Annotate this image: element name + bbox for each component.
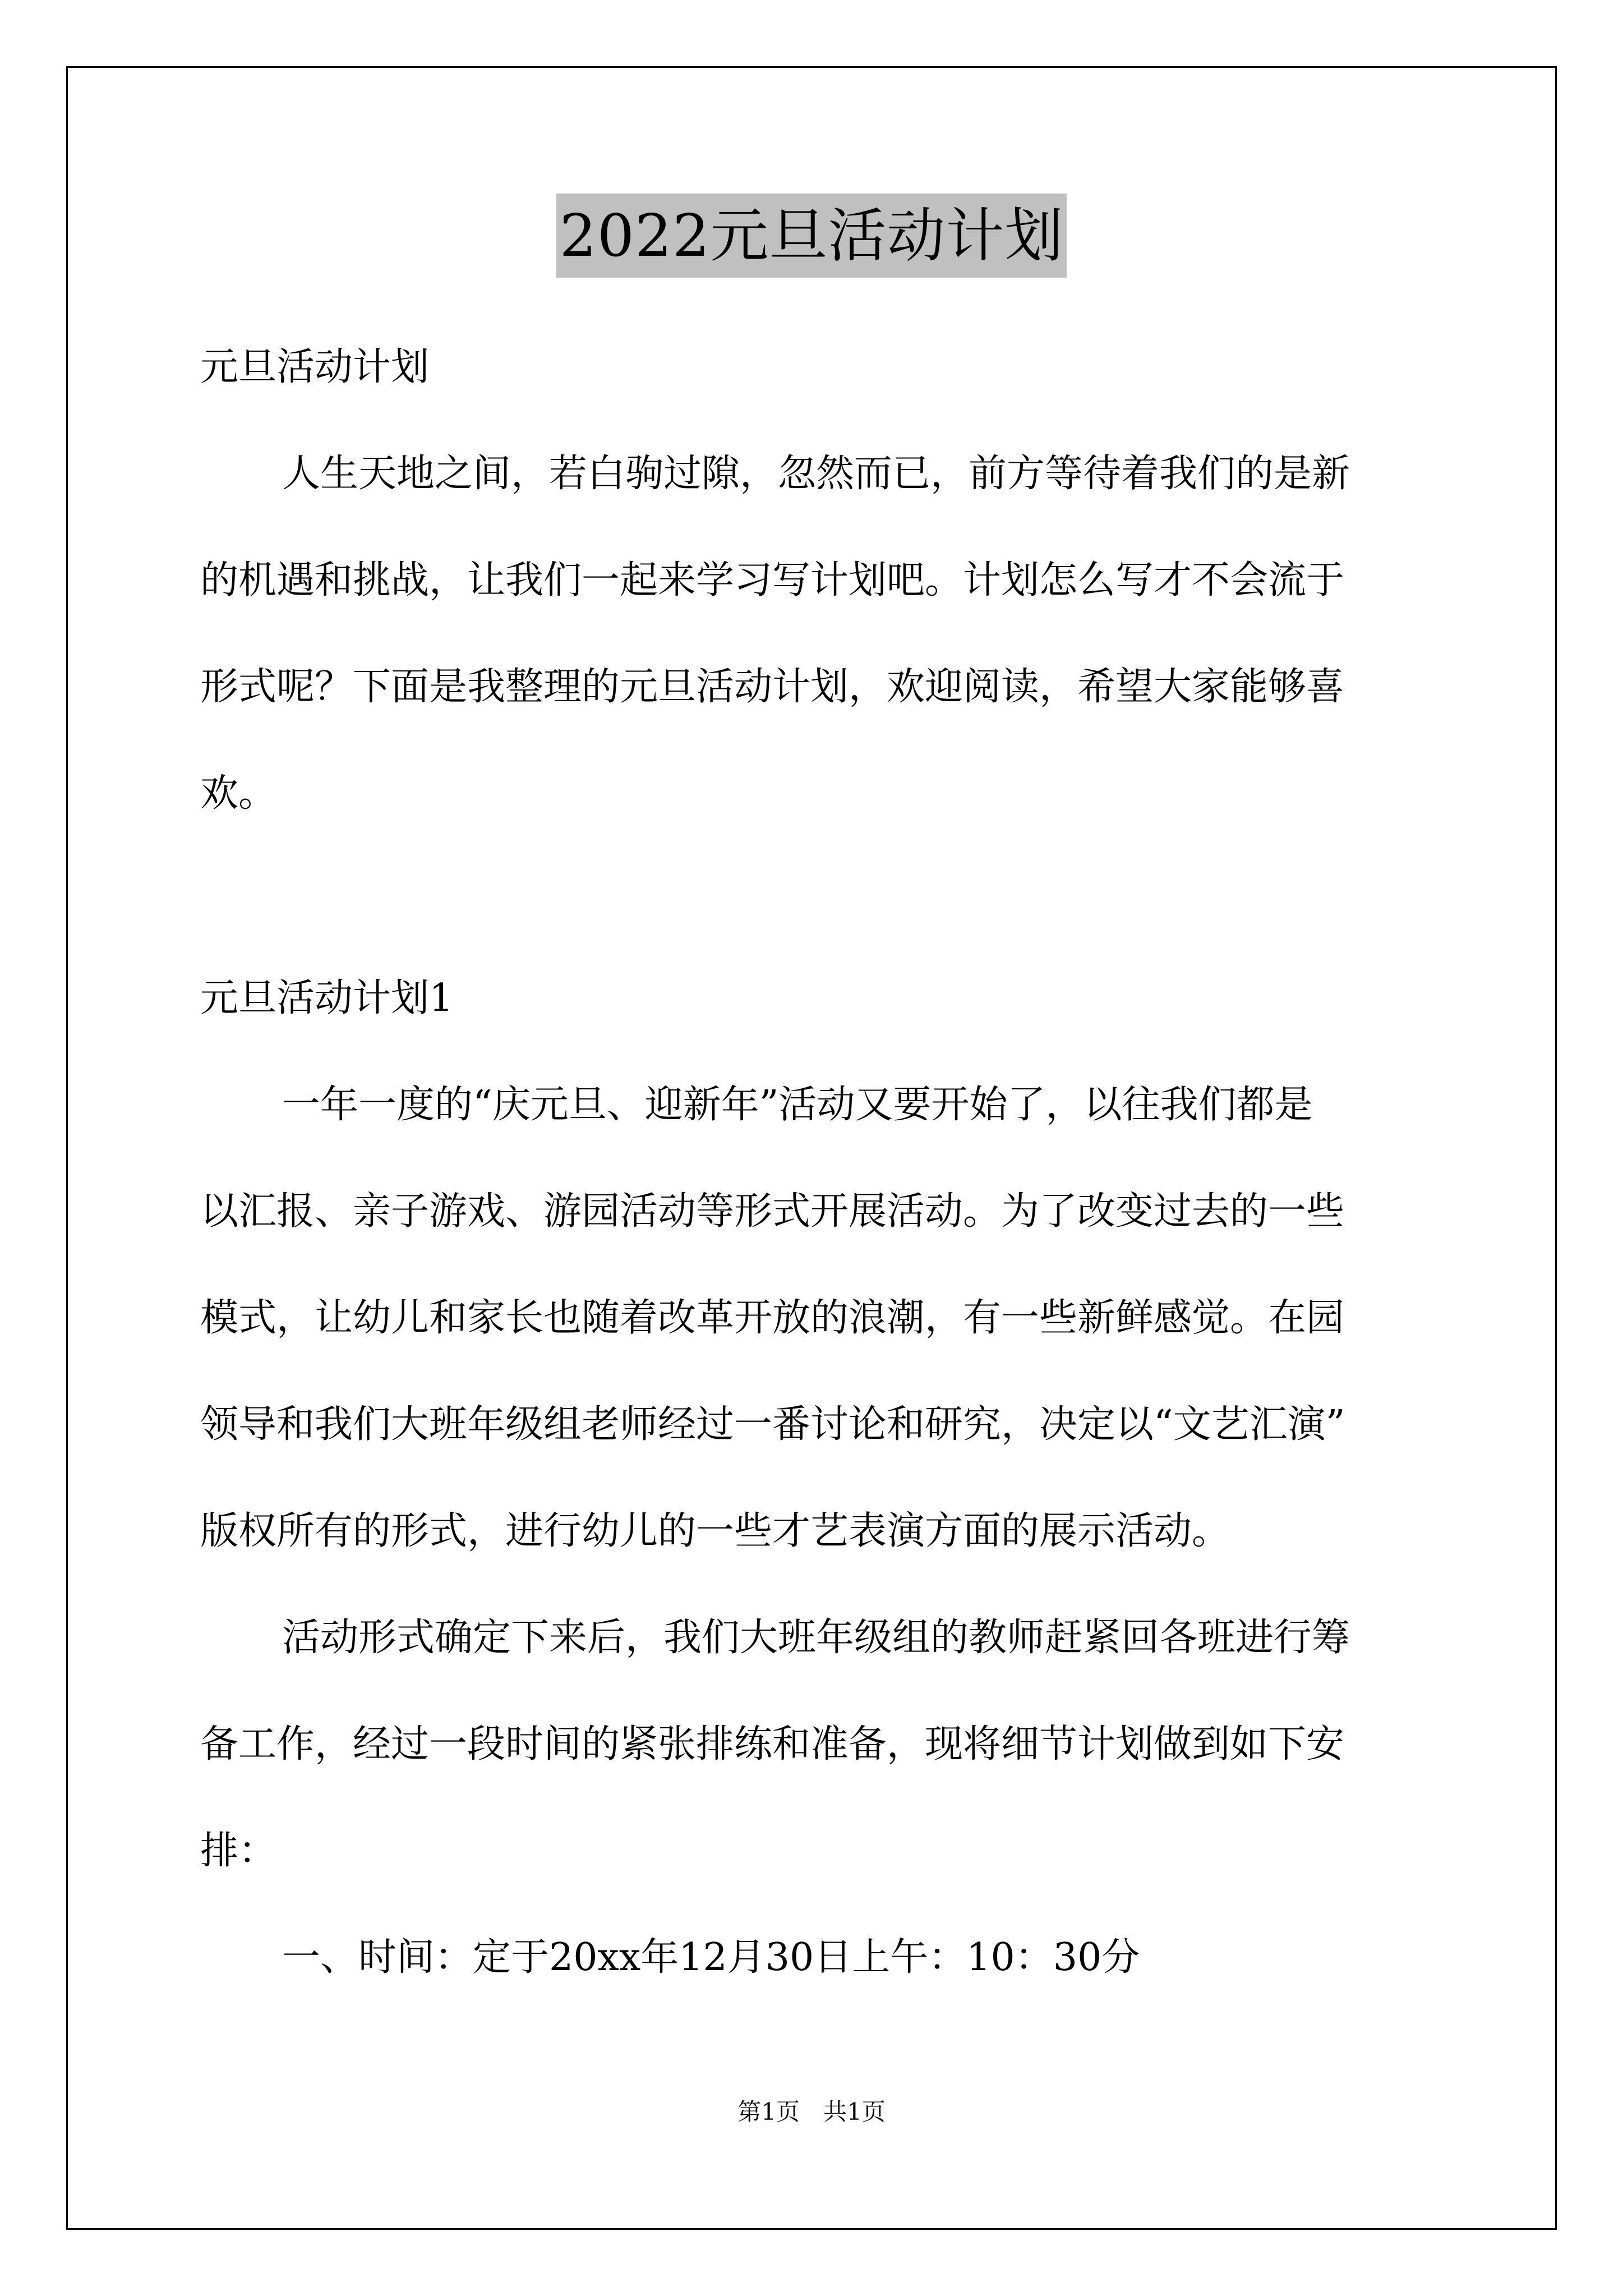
document-body (200, 314, 1434, 2011)
paragraph-line: 以汇报、亲子游戏、游园活动等形式开展活动。为了改变过去的一些 (200, 1189, 1345, 1234)
paragraph-line: 备工作，经过一段时间的紧张排练和准备，现将细节计划做到如下安 (200, 1722, 1345, 1766)
paragraph-line: 领导和我们大班年级组老师经过一番讨论和研究，决定以“文艺汇演” (200, 1402, 1345, 1447)
intro-paragraph (200, 421, 1434, 847)
paragraph-line: 版权所有的形式，进行幼儿的一些才艺表演方面的展示活动。 (200, 1509, 1230, 1553)
paragraph-1 (200, 1052, 1434, 1585)
section-heading: 元旦活动计划1 (200, 976, 454, 1020)
intro-line: 欢。 (200, 771, 277, 816)
section-gap (200, 847, 1434, 945)
intro-line: 的机遇和挑战，让我们一起来学习写计划吧。计划怎么写才不会流于 (200, 558, 1345, 602)
document-title: 2022元旦活动计划 (556, 194, 1067, 278)
paragraph-line: 一年一度的“庆元旦、迎新年”活动又要开始了，以往我们都是 (282, 1083, 1313, 1127)
intro-line: 形式呢？下面是我整理的元旦活动计划，欢迎阅读，希望大家能够喜 (200, 665, 1345, 709)
paragraph-line: 活动形式确定下来后，我们大班年级组的教师赶紧回各班进行筹 (282, 1616, 1350, 1660)
paragraph-line: 排： (200, 1829, 277, 1873)
title-wrap (0, 194, 1623, 278)
paragraph-line: 一、时间：定于20xx年12月30日上午：10：30分 (282, 1935, 1140, 1980)
subtitle: 元旦活动计划 (200, 345, 430, 389)
paragraph-line: 模式，让幼儿和家长也随着改革开放的浪潮，有一些新鲜感觉。在园 (200, 1296, 1345, 1340)
paragraph-3 (200, 1904, 1434, 2011)
paragraph-2 (200, 1585, 1434, 1904)
page-footer: 第1页 共1页 (737, 2098, 886, 2125)
intro-line: 人生天地之间，若白驹过隙，忽然而已，前方等待着我们的是新 (282, 452, 1350, 496)
